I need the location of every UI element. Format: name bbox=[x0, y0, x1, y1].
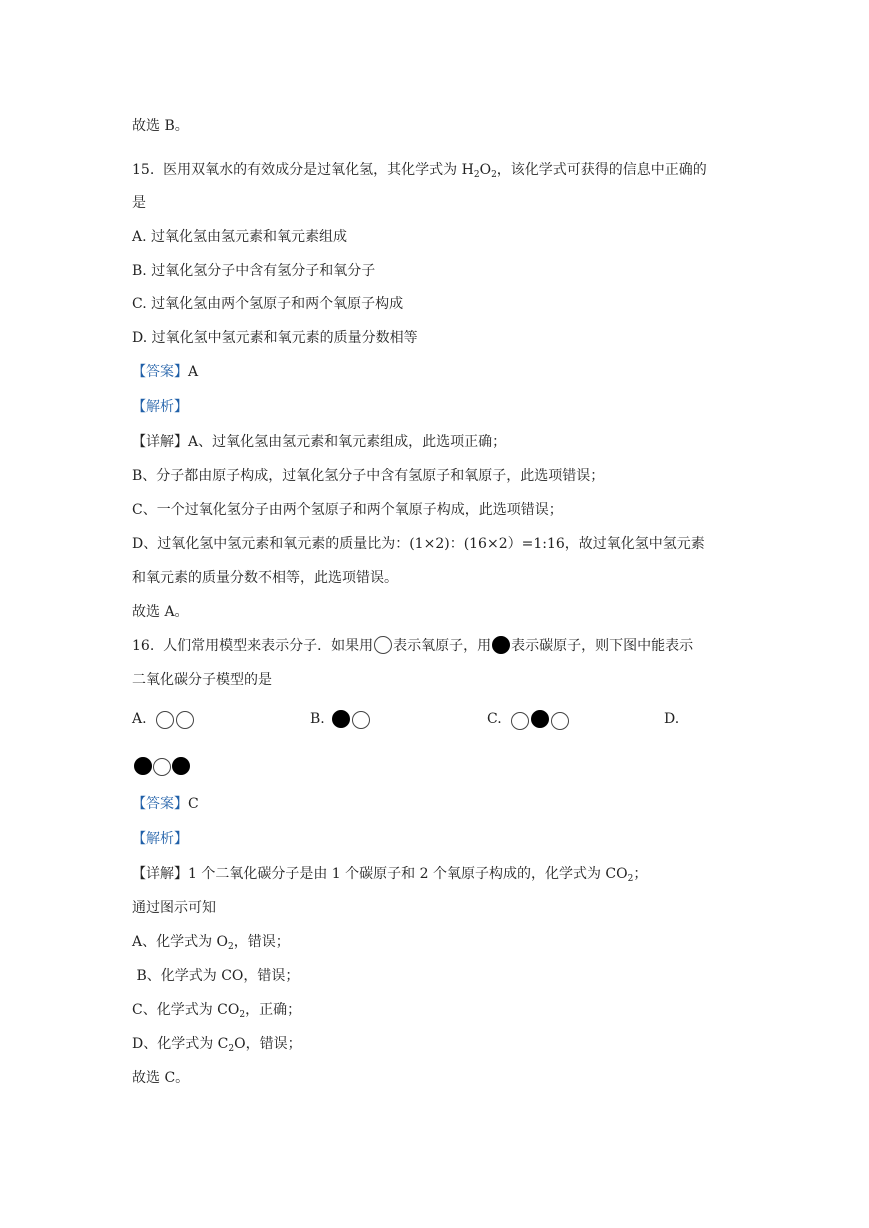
q16-detail-text: 1 个二氧化碳分子是由 1 个碳原子和 2 个氧原子构成的，化学式为 CO bbox=[188, 866, 628, 882]
option-d-oxygen-atom-icon bbox=[153, 758, 171, 776]
q15-detail-line-c: C、一个过氧化氢分子由两个氢原子和两个氧原子构成，此选项错误； bbox=[132, 502, 563, 518]
q16-stem bbox=[132, 636, 693, 656]
q16-line-d bbox=[132, 1034, 302, 1054]
q15-stem-part2: ，该化学式可获得的信息中正确的 bbox=[496, 162, 707, 178]
q16-line-b-pre: B、化学式为 CO，错误； bbox=[132, 968, 300, 984]
q16-option-b-label: B. bbox=[310, 711, 325, 727]
carbon-atom-icon bbox=[492, 636, 510, 654]
q15-answer-label: 【答案】 bbox=[132, 364, 188, 380]
option-d-carbon-atom-1-icon bbox=[134, 757, 152, 775]
q16-answer bbox=[132, 794, 199, 814]
q16-line-c-pre: C、化学式为 CO bbox=[132, 1002, 240, 1018]
q15-analysis-label: 【解析】 bbox=[132, 399, 188, 415]
option-a-oxygen-atom-2-icon bbox=[176, 711, 194, 729]
option-a-oxygen-atom-1-icon bbox=[156, 711, 174, 729]
prev-conclusion: 故选 B。 bbox=[132, 118, 189, 134]
q15-option-a: A. 过氧化氢由氢元素和氧元素组成 bbox=[132, 229, 348, 245]
q15-sub1: 2 bbox=[473, 170, 480, 180]
q16-line-a-sub: 2 bbox=[228, 942, 234, 952]
q15-option-b: B. 过氧化氢分子中含有氢分子和氧分子 bbox=[132, 263, 376, 279]
q16-stem-a: 人们常用模型来表示分子．如果用 bbox=[163, 638, 374, 654]
q16-known: 通过图示可知 bbox=[132, 900, 216, 916]
q16-number: 16. bbox=[132, 638, 155, 654]
option-d-carbon-atom-2-icon bbox=[172, 757, 190, 775]
q16-line-c-post: ，正确； bbox=[245, 1002, 302, 1018]
q16-detail-label: 【详解】 bbox=[132, 866, 188, 882]
option-c-oxygen-atom-2-icon bbox=[551, 712, 569, 730]
q15-option-d: D. 过氧化氢中氢元素和氧元素的质量分数相等 bbox=[132, 330, 418, 346]
q16-line-b bbox=[132, 966, 299, 986]
q16-line-d-sub: 2 bbox=[228, 1044, 235, 1054]
q16-line-a bbox=[132, 932, 290, 952]
q16-option-d-label: D. bbox=[664, 711, 680, 727]
q15-stem bbox=[132, 160, 707, 180]
q16-line-a-post: ，错误； bbox=[233, 934, 290, 950]
q16-analysis-label: 【解析】 bbox=[132, 831, 188, 847]
q16-detail-sub: 2 bbox=[627, 874, 634, 884]
q15-detail-1 bbox=[132, 432, 506, 452]
q15-detail-line-d: D、过氧化氢中氢元素和氧元素的质量比为：(1×2)：(16×2）=1:16，故过氧化氢中氢元素 bbox=[132, 536, 705, 552]
q16-answer-value: C bbox=[188, 796, 199, 812]
q16-conclusion: 故选 C。 bbox=[132, 1070, 190, 1086]
q15-answer-value: A bbox=[188, 364, 199, 380]
option-c-oxygen-atom-1-icon bbox=[511, 712, 529, 730]
q16-option-a-label: A. bbox=[132, 711, 147, 727]
q15-answer bbox=[132, 362, 198, 382]
q16-stem-c: 表示碳原子，则下图中能表示 bbox=[511, 638, 694, 654]
q15-detail-line-b: B、分子都由原子构成，过氧化氢分子中含有氢原子和氧原子，此选项错误； bbox=[132, 468, 605, 484]
q15-stem-mid: O bbox=[479, 162, 492, 178]
q15-detail-line-a: A、过氧化氢由氢元素和氧元素组成，此选项正确； bbox=[188, 434, 507, 450]
option-c-carbon-atom-icon bbox=[531, 710, 549, 728]
q16-detail-end: ； bbox=[633, 866, 648, 882]
q15-conclusion: 故选 A。 bbox=[132, 604, 189, 620]
q15-sub2: 2 bbox=[491, 170, 497, 180]
q15-option-c: C. 过氧化氢由两个氢原子和两个氧原子构成 bbox=[132, 296, 404, 312]
q15-detail-line-d2: 和氧元素的质量分数不相等，此选项错误。 bbox=[132, 570, 398, 586]
q16-line-c-sub: 2 bbox=[239, 1010, 246, 1020]
q16-line-a-pre: A、化学式为 O bbox=[132, 934, 229, 950]
q16-option-c-label: C. bbox=[487, 711, 502, 727]
q16-line-d-post: O，错误； bbox=[234, 1036, 302, 1052]
q16-stem-b: 表示氧原子，用 bbox=[393, 638, 492, 654]
option-b-oxygen-atom-icon bbox=[352, 711, 370, 729]
option-b-carbon-atom-icon bbox=[332, 710, 350, 728]
q15-number: 15. bbox=[132, 162, 155, 178]
q16-line-d-pre: D、化学式为 C bbox=[132, 1036, 229, 1052]
q15-detail-label: 【详解】 bbox=[132, 434, 188, 450]
q15-stem-line2: 是 bbox=[132, 195, 146, 211]
q16-answer-label: 【答案】 bbox=[132, 796, 188, 812]
q16-stem-line2: 二氧化碳分子模型的是 bbox=[132, 672, 272, 688]
q16-line-c bbox=[132, 1000, 301, 1020]
q16-detail bbox=[132, 864, 647, 884]
oxygen-atom-icon bbox=[374, 636, 392, 654]
q15-stem-part1: 医用双氧水的有效成分是过氧化氢，其化学式为 H bbox=[163, 162, 474, 178]
